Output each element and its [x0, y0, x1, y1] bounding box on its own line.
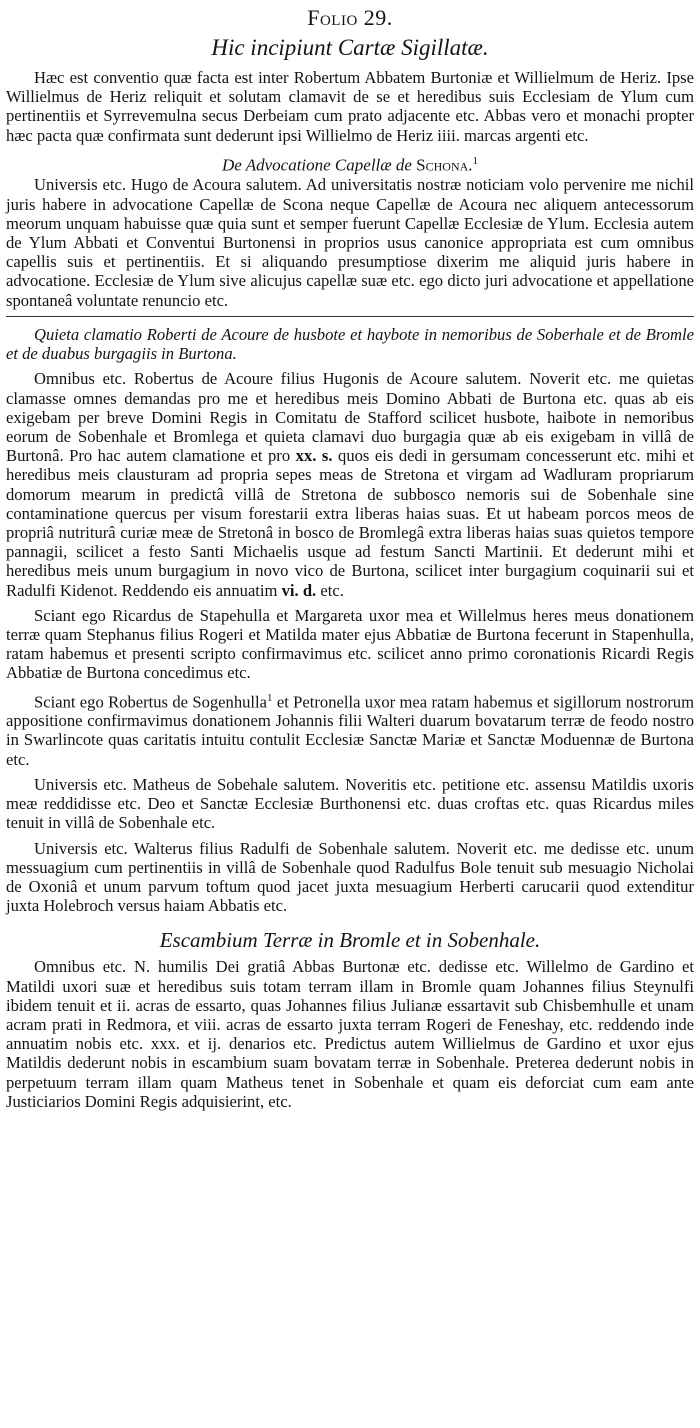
charter-acoure-part3: etc.: [320, 580, 344, 600]
charter-sogenhulla: [6, 689, 694, 769]
charter-acoure-part1: Omnibus etc. Robertus de Acoure filius Hugonis de Acoure salutem. Noverit etc. me quietas clamasse omnes demandas pro me et heredibus meis Domino Abbati de Burtona etc. quas ab eis exigebam per breve Domini Regis in Comitatu de Stafford scilicet husbote, haibote in nemoribus eorum de Sobenhale et Bromlega et quieta clamavi duo burgagia quæ ab eis exigebam in villâ de Burtonâ. Pro hac autem clamatione et pro: [6, 369, 694, 466]
charter-sogenhulla-part2: et Petronella uxor mea ratam habemus et sigillorum nostrorum appositione confirmavimus donationem Johannis filii Walteri duarum bovatarum terræ de feodo nostro in Swarlincote quas caritatis intuitu contulit Ecclesiæ Sanctæ Mariæ et Sanctæ Moduennæ de Burtona etc.: [6, 692, 694, 769]
heading-advocatione-text: De Advocatione Capellæ de: [221, 155, 412, 175]
footnote-marker: 1: [472, 154, 479, 167]
main-heading: Hic incipiunt Cartæ Sigillatæ.: [211, 35, 489, 60]
charter-stapehulla: Sciant ego Ricardus de Stapehulla et Margareta uxor mea et Willelmus heres meus donationem terræ quam Stephanus filius Rogeri et Matilda mater ejus Abbatiæ de Burtona fecerunt in Stapenhulla, ratam habemus et presenti scripto confirmavimus etc. scilicet anno primo coronationis Ricardi Regis Abbatiæ de Burtona concedimus etc.: [6, 605, 694, 683]
charter-sogenhulla-part1: Sciant ego Robertus de Sogenhulla: [34, 692, 268, 712]
heading-advocatione: [6, 151, 694, 176]
charter-heriz: Hæc est conventio quæ facta est inter Robertum Abbatem Burtoniæ et Willielmum de Heriz. Ipse Willielmus de Heriz reliquit et solutam clamavit de se et heredibus suis Ecclesiam de Ylum cum pertinentiis et Syrrevemulna secus Derbeiam cum prato adjacente etc. Abbas vero et monachi propter hæc pacta quæ confirmata sunt dederunt ipsi Willielmo de Heriz iiii. marcas argenti etc.: [6, 68, 694, 145]
heading-escambium: Escambium Terræ in Bromle et in Sobenhale.: [159, 928, 541, 953]
folio-number: [6, 0, 694, 30]
charter-escambium: Omnibus etc. N. humilis Dei gratiâ Abbas Burtonæ etc. dedisse etc. Willelmo de Gardino et Matildi uxori suæ et heredibus suis totam terram illam in Bromle quam Johannes filius Steynulfi ibidem tenuit et ii. acras de essarto, quas Johannes filius Julianæ essartavit sub Chisbemhulle et unam acram prati in Redmora, et viii. acras de essarto juxta terram Rogeri de Feneshay, etc. reddendo inde annuatim nobis etc. xxx. et ij. denarios etc. Predictus autem Willielmus de Gardino et uxor ejus Matildis dederunt nobis in escambium suam bovatam terræ in Sobenhale. Preterea dederunt nobis in perpetuum terram illam quam Matheus tenet in Sobenhale et quam eis deforciat cum eam ante Justiciarios Domini Regis adquisierint, etc.: [6, 957, 694, 1111]
amount-pence: vi. d.: [281, 580, 317, 600]
heading-quieta-clamatio: Quieta clamatio Roberti de Acoure de husbote et haybote in nemoribus de Soberhale et de Bromle et de duabus burgagiis in Burtona.: [6, 324, 694, 364]
folio-label: Folio 29.: [307, 5, 393, 30]
charter-walterus: Universis etc. Walterus filius Radulfi de Sobenhale salutem. Noverit etc. me dedisse etc. unum messuagium cum pertinentiis in villâ de Sobenhale quod Radulfus Bole tenuit sub mesuagio Nicholai de Oxoniâ et unum parvum toftum quod jacet juxta mesuagium Herberti carucarii quod extenditur juxta Holebroch versus haiam Abbatis etc.: [6, 838, 694, 916]
amount-shillings: xx. s.: [295, 446, 333, 466]
charter-matheus: Universis etc. Matheus de Sobehale salutem. Noveritis etc. petitione etc. assensu Matildis uxoris meæ reddidisse etc. Deo et Sanctæ Ecclesiæ Burthonensi etc. duas croftas etc. quas Ricardus miles tenuit in villâ de Sobenhale etc.: [6, 774, 694, 833]
footnote-marker: 1: [267, 691, 273, 704]
charter-acoure: [6, 369, 694, 599]
section-divider: [6, 316, 694, 317]
heading-advocatione-place: Schona.: [416, 155, 473, 175]
charter-acoure-part2: quos eis dedi in gersumam concesserunt etc. mihi et heredibus meis clausturam ad propria sepes meas de Stretona et virgam ad Wadluram propriarum domorum mearum in predictâ villâ de Stretona de subbosco nemoris sui de Sobenhale sine contaminatione quercus per visum forestarii extra liberas haias suas. Et ut habeam porcos meos de propriâ nutriturâ curiæ meæ de Stretonâ in bosco de Bromlegâ extra liberas haias suas quietos tempore pannagii, scilicet a festo Santi Michaelis usque ad festum Sancti Martinii. Et dederunt mihi et heredibus meis unum burgagium in novo vico de Burtona, scilicet inter burgagium coquinarii sui et Radulfi Kidenot. Reddendo eis annuatim: [6, 446, 695, 600]
charter-acoura: Universis etc. Hugo de Acoura salutem. Ad universitatis nostræ noticiam volo pervenire me nichil juris habere in advocatione Capellæ de Scona neque Capellæ de Acoura nec aliquem antecessorum meorum unquam habuisse quæ quia sunt et semper fuerunt Capellæ Ecclesiæ de Ylum. Ecclesia autem de Ylum Abbati et Conventui Burtonensi in proprios usus canonice appropriata est cum omnibus capellis suis et pertinentiis. Et si aliquando presumptiose dixerim me aliquid juris habere in advocatione. Ecclesiæ de Ylum sive alicujus capellæ suæ etc. ego dicto juri advocatione et appellatione spontaneâ voluntate renuncio etc.: [6, 175, 694, 310]
